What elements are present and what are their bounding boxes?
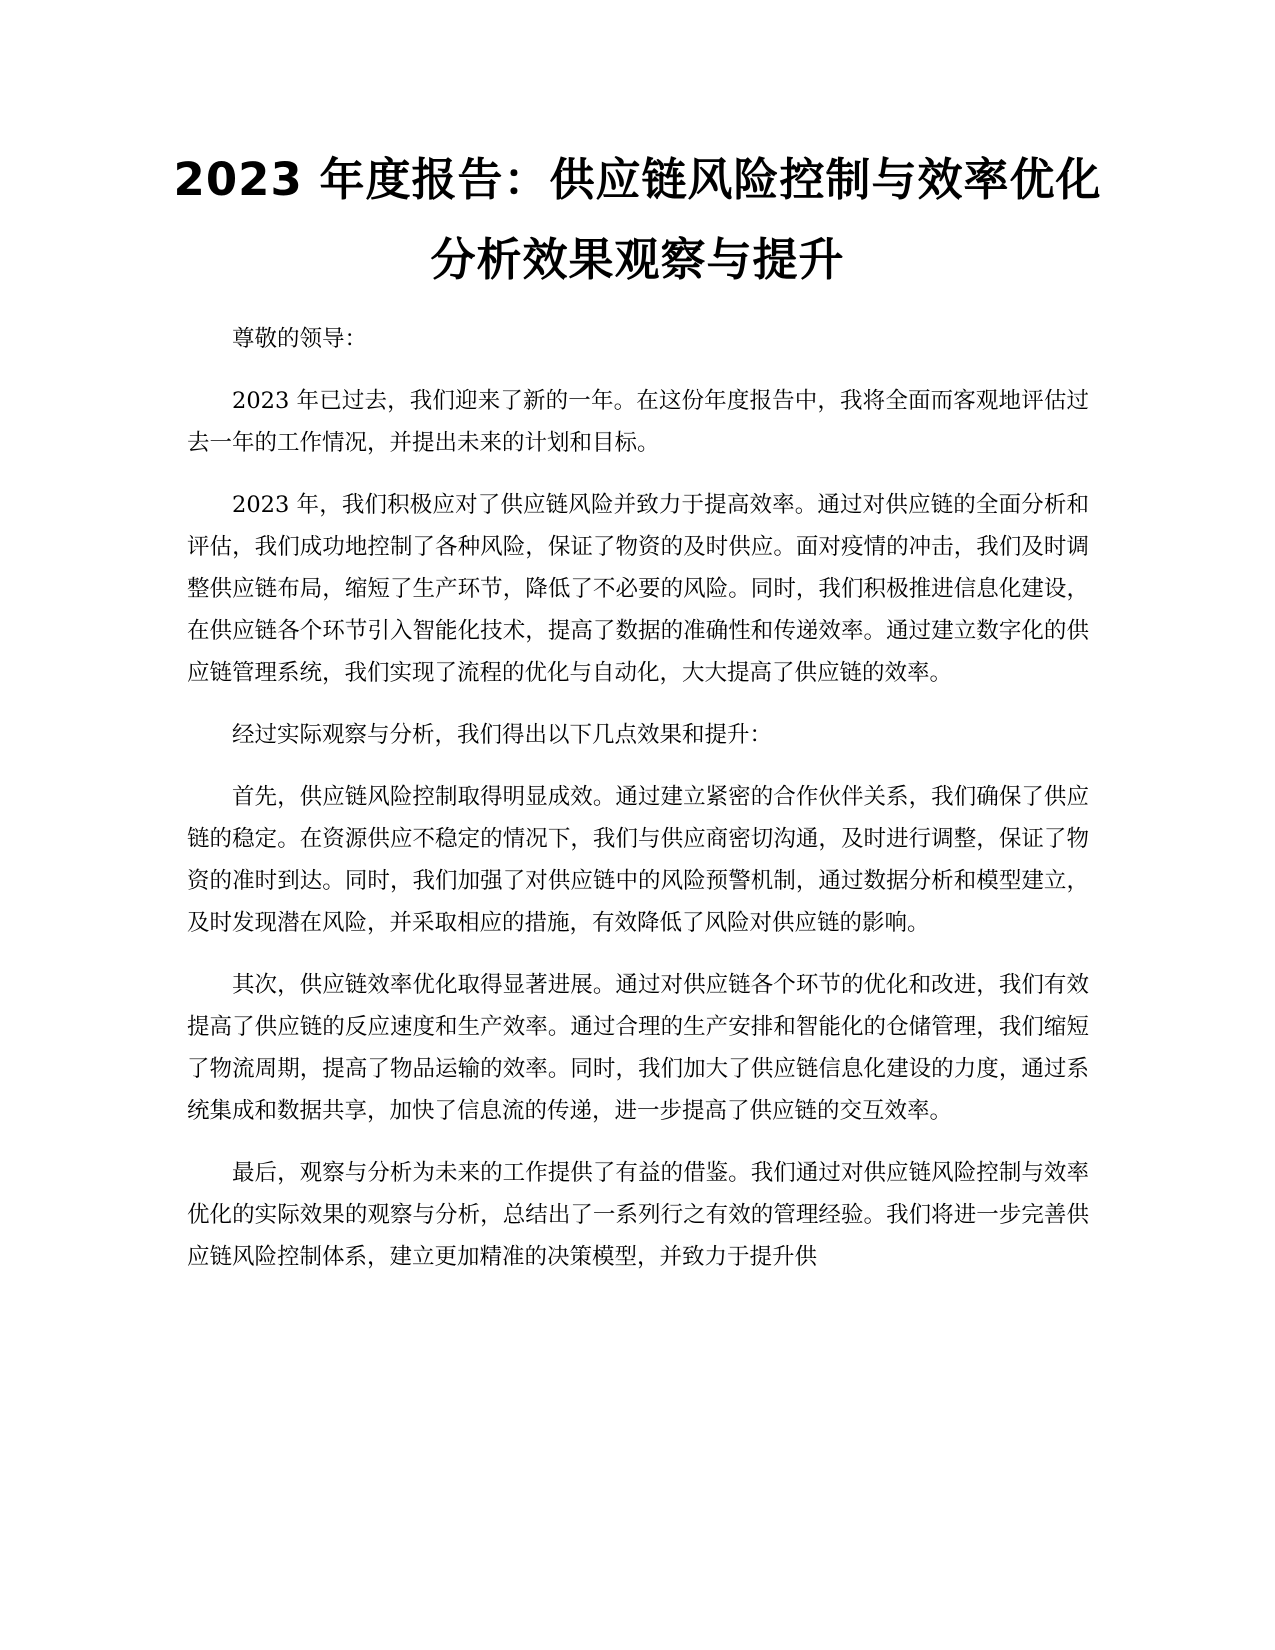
final-point-paragraph: 最后，观察与分析为未来的工作提供了有益的借鉴。我们通过对供应链风险控制与效率优化的实际效果的观察与分析，总结出了一系列行之有效的管理经验。我们将进一步完善供应链风险控制体系，建立更加精准的决策模型，并致力于提升供 [187, 1160, 1089, 1270]
document-title-line-1: 2023 年度报告：供应链风险控制与效率优化 [173, 153, 1102, 206]
summary-paragraph: 2023 年，我们积极应对了供应链风险并致力于提高效率。通过对供应链的全面分析和评估，我们成功地控制了各种风险，保证了物资的及时供应。面对疫情的冲击，我们及时调整供应链布局，缩短了生产环节，降低了不必要的风险。同时，我们积极推进信息化建设，在供应链各个环节引入智能化技术，提高了数据的准确性和传递效率。通过建立数字化的供应链管理系统，我们实现了流程的优化与自动化，大大提高了供应链的效率。 [187, 492, 1089, 686]
document-title-line-2: 分析效果观察与提升 [430, 233, 845, 286]
first-point-paragraph: 首先，供应链风险控制取得明显成效。通过建立紧密的合作伙伴关系，我们确保了供应链的稳定。在资源供应不稳定的情况下，我们与供应商密切沟通，及时进行调整，保证了物资的准时到达。同时，我们加强了对供应链中的风险预警机制，通过数据分析和模型建立，及时发现潜在风险，并采取相应的措施，有效降低了风险对供应链的影响。 [187, 784, 1089, 936]
second-point-paragraph: 其次，供应链效率优化取得显著进展。通过对供应链各个环节的优化和改进，我们有效提高了供应链的反应速度和生产效率。通过合理的生产安排和智能化的仓储管理，我们缩短了物流周期，提高了物品运输的效率。同时，我们加大了供应链信息化建设的力度，通过系统集成和数据共享，加快了信息流的传递，进一步提高了供应链的交互效率。 [187, 972, 1089, 1124]
document-body [187, 318, 1089, 1298]
greeting-paragraph: 尊敬的领导： [232, 326, 368, 352]
findings-lead-paragraph: 经过实际观察与分析，我们得出以下几点效果和提升： [232, 722, 773, 748]
intro-paragraph: 2023 年已过去，我们迎来了新的一年。在这份年度报告中，我将全面而客观地评估过去一年的工作情况，并提出未来的计划和目标。 [187, 388, 1089, 456]
